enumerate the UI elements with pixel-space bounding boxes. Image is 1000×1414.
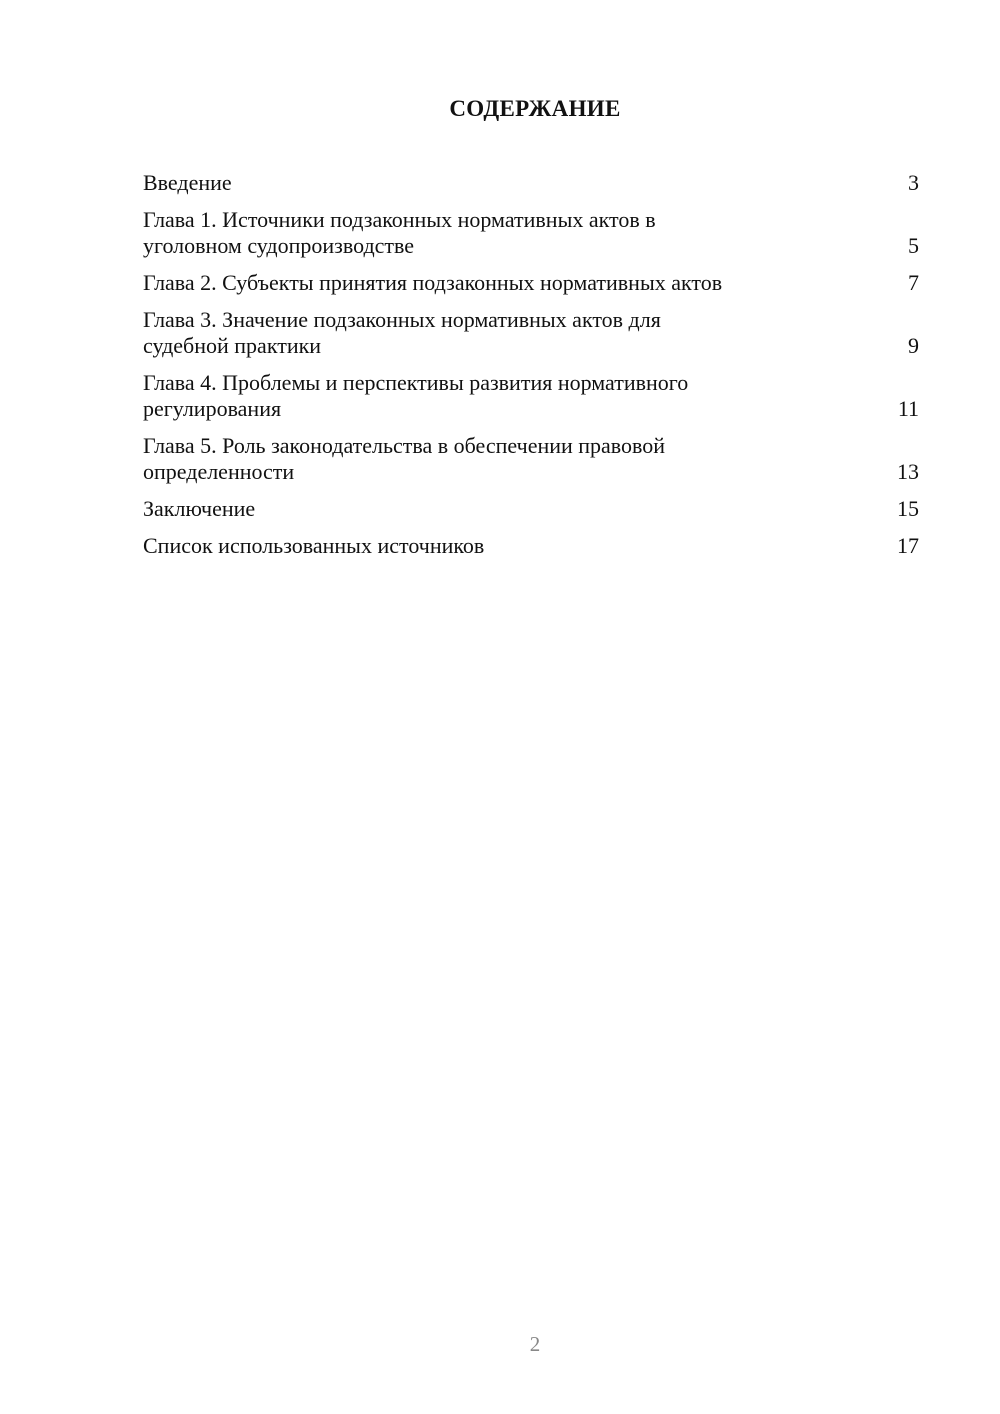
toc-entry-label: Глава 2. Субъекты принятия подзаконных нормативных актов xyxy=(143,270,723,295)
toc-entry-conclusion xyxy=(143,496,919,522)
toc-entry-label: Глава 5. Роль законодательства в обеспечении правовой определенности xyxy=(143,433,666,484)
toc-entry-page: 9 xyxy=(908,333,919,358)
toc-entry-label: Заключение xyxy=(143,496,256,521)
toc-entry-chapter-3 xyxy=(143,307,919,359)
toc-entry-label: Глава 4. Проблемы и перспективы развития нормативного регулирования xyxy=(143,370,689,421)
table-of-contents xyxy=(143,170,919,570)
toc-entry-page: 11 xyxy=(897,396,919,421)
page-number: 2 xyxy=(529,1332,541,1356)
toc-entry-page: 17 xyxy=(897,533,919,558)
toc-entry-chapter-2 xyxy=(143,270,919,296)
toc-entry-page: 7 xyxy=(908,270,919,295)
toc-entry-introduction xyxy=(143,170,919,196)
toc-entry-page: 5 xyxy=(908,233,919,258)
toc-entry-references xyxy=(143,533,919,559)
toc-entry-chapter-1 xyxy=(143,207,919,259)
toc-entry-page: 15 xyxy=(897,496,919,521)
toc-entry-label: Глава 3. Значение подзаконных нормативных актов для судебной практики xyxy=(143,307,661,358)
toc-entry-chapter-4 xyxy=(143,370,919,422)
toc-entry-chapter-5 xyxy=(143,433,919,485)
toc-entry-page: 3 xyxy=(908,170,919,195)
toc-entry-page: 13 xyxy=(897,459,919,484)
toc-entry-label: Введение xyxy=(143,170,232,195)
toc-entry-label: Глава 1. Источники подзаконных нормативных актов в уголовном судопроизводстве xyxy=(143,207,656,258)
toc-title: СОДЕРЖАНИЕ xyxy=(449,96,621,121)
toc-entry-label: Список использованных источников xyxy=(143,533,485,558)
